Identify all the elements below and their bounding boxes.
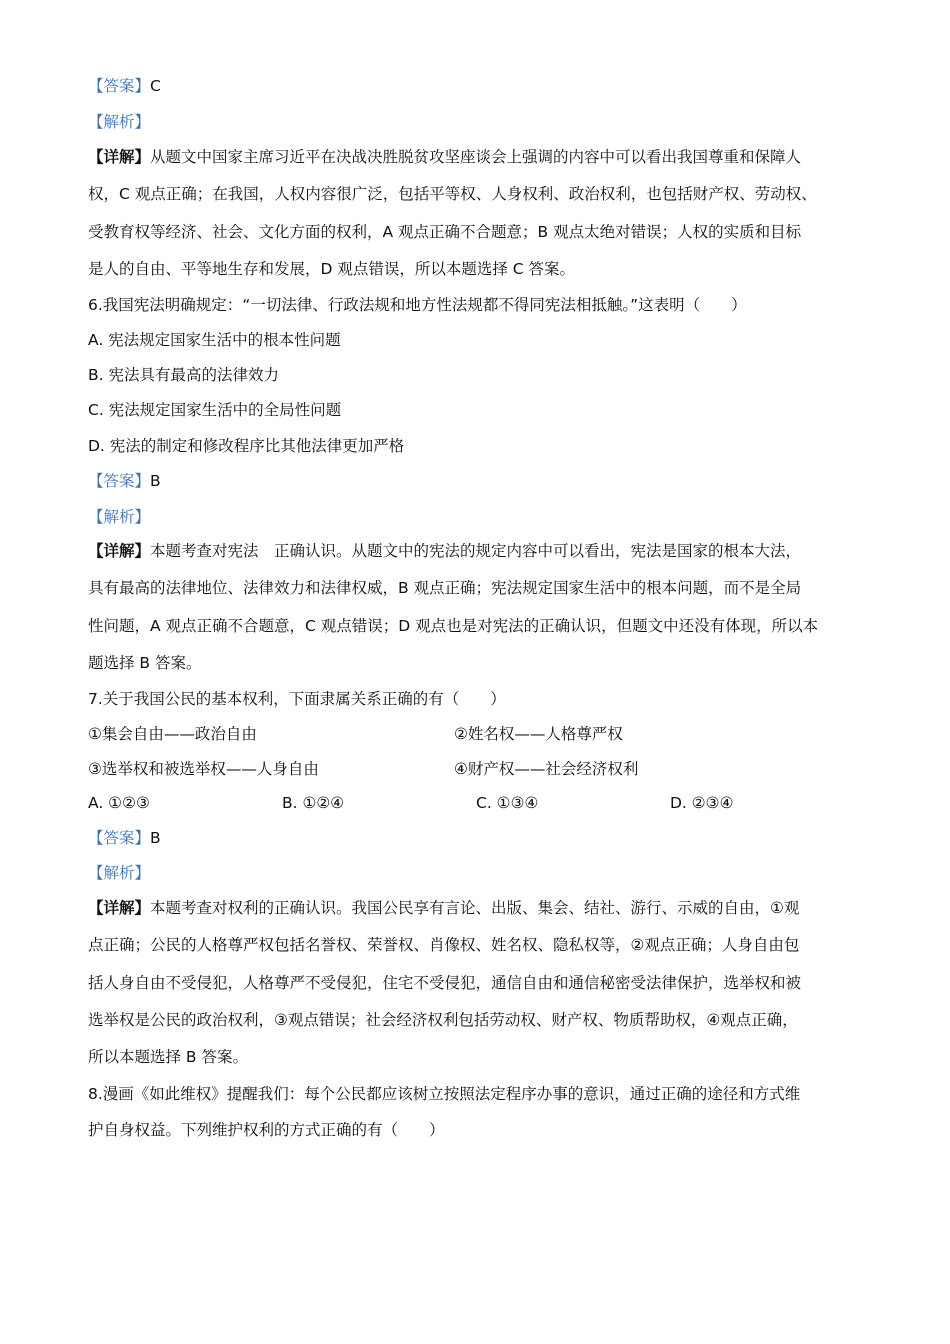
q8-stem-line-2: 护自身权益。下列维护权利的方式正确的有（ ）	[88, 1121, 445, 1139]
detail-label: 【详解】	[88, 899, 151, 917]
answer-label: 【答案】	[88, 829, 151, 847]
q6-option-a: A. 宪法规定国家生活中的根本性问题	[88, 331, 341, 349]
q7-detail-line-1	[88, 898, 868, 918]
analysis-label: 【解析】	[88, 113, 151, 131]
q7-item-1: ①集会自由——政治自由	[88, 725, 257, 743]
q7-detail-line-5: 所以本题选择 B 答案。	[88, 1048, 248, 1066]
q6-detail-line-4: 题选择 B 答案。	[88, 654, 202, 672]
detail-text: 从题文中国家主席习近平在决战决胜脱贫攻坚座谈会上强调的内容中可以看出我国尊重和保障人	[150, 148, 802, 166]
q6-detail-line-3: 性问题，A 观点正确不合题意，C 观点错误；D 观点也是对宪法的正确认识，但题文中还没有体现，所以本	[88, 617, 819, 635]
q7-analysis-line	[88, 863, 868, 883]
q6-option-d: D. 宪法的制定和修改程序比其他法律更加严格	[88, 437, 405, 455]
q7-option-b: B. ①②④	[282, 794, 345, 812]
answer-value: B	[150, 472, 161, 490]
q5-detail-line-1	[88, 147, 868, 167]
q6-answer-line	[88, 471, 868, 491]
q7-option-a: A. ①②③	[88, 794, 150, 812]
q7-answer-line	[88, 828, 868, 848]
q7-detail-line-3: 括人身自由不受侵犯，人格尊严不受侵犯，住宅不受侵犯，通信自由和通信秘密受法律保护，选举权和被	[88, 974, 802, 992]
q6-option-c: C. 宪法规定国家生活中的全局性问题	[88, 401, 342, 419]
detail-text: 本题考查对权利的正确认识。我国公民享有言论、出版、集会、结社、游行、示威的自由，①观	[150, 899, 800, 917]
detail-text: 本题考查对宪法 正确认识。从题文中的宪法的规定内容中可以看出，宪法是国家的根本大法，	[150, 542, 802, 560]
q6-stem: 6.我国宪法明确规定：“一切法律、行政法规和地方性法规都不得同宪法相抵触。”这表明（ ）	[88, 296, 747, 314]
q7-detail-line-4: 选举权是公民的政治权利，③观点错误；社会经济权利包括劳动权、财产权、物质帮助权，④观点正确，	[88, 1011, 798, 1029]
q7-item-2: ②姓名权——人格尊严权	[454, 725, 623, 743]
q7-stem: 7.关于我国公民的基本权利，下面隶属关系正确的有（ ）	[88, 690, 506, 708]
q5-detail-line-3: 受教育权等经济、社会、文化方面的权利，A 观点正确不合题意；B 观点太绝对错误；人权的实质和目标	[88, 223, 802, 241]
q5-analysis-line	[88, 112, 868, 132]
q5-detail-line-4: 是人的自由、平等地生存和发展，D 观点错误，所以本题选择 C 答案。	[88, 260, 576, 278]
detail-label: 【详解】	[88, 148, 151, 166]
detail-label: 【详解】	[88, 542, 151, 560]
q7-item-3: ③选举权和被选举权——人身自由	[88, 760, 319, 778]
answer-value: C	[150, 77, 161, 95]
q7-detail-line-2: 点正确；公民的人格尊严权包括名誉权、荣誉权、肖像权、姓名权、隐私权等，②观点正确；人身自由包	[88, 936, 800, 954]
q6-detail-line-2: 具有最高的法律地位、法律效力和法律权威，B 观点正确；宪法规定国家生活中的根本问题，而不是全局	[88, 579, 802, 597]
analysis-label: 【解析】	[88, 864, 151, 882]
q6-detail-line-1	[88, 541, 868, 561]
answer-value: B	[150, 829, 161, 847]
q5-detail-line-2: 权，C 观点正确；在我国，人权内容很广泛，包括平等权、人身权利、政治权利，也包括财产权、劳动权、	[88, 185, 817, 203]
q5-answer-line	[88, 76, 868, 96]
analysis-label: 【解析】	[88, 508, 151, 526]
answer-label: 【答案】	[88, 77, 151, 95]
q8-stem-line-1: 8.漫画《如此维权》提醒我们：每个公民都应该树立按照法定程序办事的意识，通过正确的途径和方式维	[88, 1085, 801, 1103]
q7-item-4: ④财产权——社会经济权利	[454, 760, 639, 778]
q7-option-c: C. ①③④	[476, 794, 539, 812]
q6-option-b: B. 宪法具有最高的法律效力	[88, 366, 279, 384]
answer-label: 【答案】	[88, 472, 151, 490]
q6-analysis-line	[88, 507, 868, 527]
q7-option-d: D. ②③④	[670, 794, 734, 812]
